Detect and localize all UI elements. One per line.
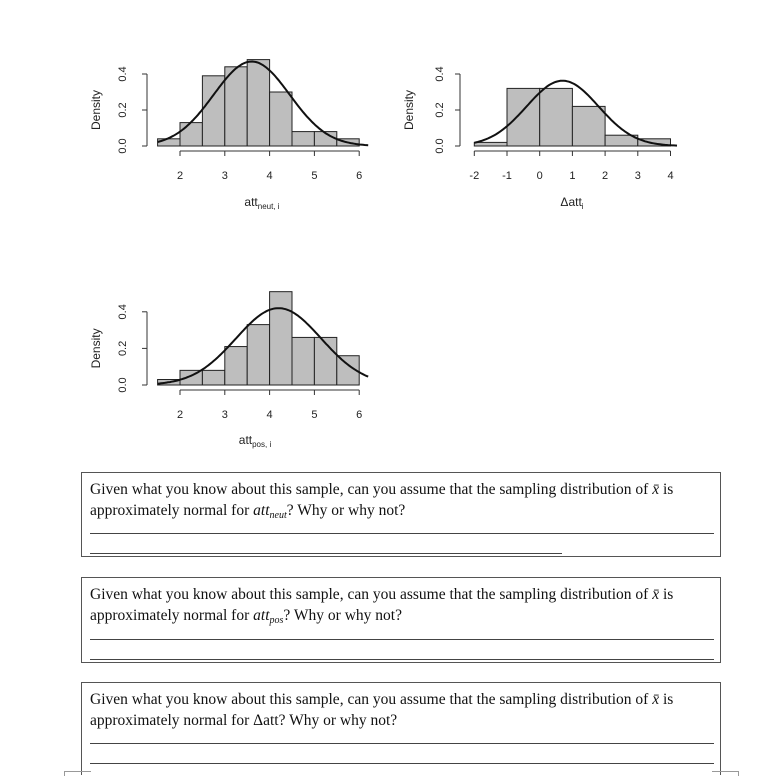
page-edge-left [64, 771, 91, 776]
x-tick-label: 6 [356, 409, 363, 421]
histogram-bar [247, 325, 269, 385]
x-axis-label: att$_{neut, i}$ [244, 195, 280, 211]
x-tick-label: 5 [311, 170, 318, 182]
variable-name: att [253, 607, 270, 624]
x-tick-label: 2 [176, 170, 184, 182]
x-tick-label: 2 [176, 409, 184, 421]
answer-line[interactable] [90, 659, 714, 660]
question-line2-end: ? Why or why not? [278, 712, 398, 729]
question-line2-start: approximately normal for [90, 712, 250, 729]
question-line2-end: ? Why or why not? [286, 502, 406, 519]
histogram-bar [292, 132, 314, 146]
question-line2-end: ? Why or why not? [283, 607, 402, 624]
question-line1-end: is [663, 691, 674, 708]
histogram-bar [474, 142, 507, 146]
x-axis-label: att$_{pos, i}$ [238, 433, 272, 449]
histogram-bar [540, 88, 573, 146]
y-tick-label: 0.4 [117, 304, 129, 320]
x-tick-label: -2 [469, 170, 480, 182]
answer-line[interactable] [90, 553, 562, 554]
x-tick-label: -1 [502, 170, 512, 182]
y-axis-label: Density [89, 328, 103, 369]
histogram-bar [158, 139, 180, 146]
x-tick-label: 4 [266, 409, 273, 421]
y-axis-label: Density [402, 89, 416, 131]
x-tick-label: 3 [221, 170, 228, 182]
question-line1-end: is [663, 481, 674, 498]
xbar-symbol: x̄ [652, 586, 660, 603]
x-tick-label: 2 [602, 170, 609, 182]
histogram-bar [225, 347, 247, 385]
xbar-symbol: x̄ [652, 481, 660, 498]
y-tick-label: 0.4 [117, 66, 129, 82]
histogram-bar [202, 370, 224, 385]
question-text-neut [90, 479, 712, 526]
y-tick-label: 0.2 [117, 102, 129, 118]
question-text-pos [90, 584, 712, 631]
question-line1: Given what you know about this sample, can you assume that the sampling distribution of [90, 586, 649, 603]
histogram-bar [292, 337, 314, 385]
histogram-bar [247, 60, 269, 146]
question-box-neut [81, 472, 721, 557]
xbar-symbol: x̄ [652, 691, 660, 708]
y-tick-label: 0.4 [434, 66, 446, 82]
variable-name: att [253, 502, 270, 519]
question-line2-start: approximately normal for [90, 502, 250, 519]
question-line2-start: approximately normal for [90, 607, 250, 624]
y-tick-label: 0.2 [434, 102, 446, 118]
histogram-neut [89, 60, 368, 211]
question-line1-end: is [663, 586, 674, 603]
variable-subscript: pos [269, 615, 284, 626]
histogram-bar [202, 76, 224, 146]
question-text-delta [90, 689, 712, 736]
y-axis-label: Density [89, 89, 103, 131]
y-tick-label: 0.2 [117, 340, 129, 357]
variable-name: Δatt [253, 712, 279, 729]
y-tick-label: 0.0 [434, 138, 446, 154]
question-box-pos [81, 577, 721, 663]
x-tick-label: 4 [667, 170, 674, 182]
answer-line[interactable] [90, 533, 714, 534]
x-tick-label: 1 [569, 170, 576, 182]
answer-line[interactable] [90, 743, 714, 744]
x-tick-label: 6 [356, 170, 363, 182]
histogram-bar [180, 123, 202, 146]
histogram-bar [225, 67, 247, 146]
x-tick-label: 4 [266, 170, 273, 182]
x-tick-label: 3 [634, 170, 641, 182]
page-edge-right [712, 771, 739, 776]
histogram-bar [572, 106, 605, 146]
histogram-bar [270, 292, 292, 385]
x-axis-label: Δatt$_i$ [560, 195, 584, 211]
question-box-delta [81, 682, 721, 775]
variable-subscript: neut [269, 510, 287, 521]
y-tick-label: 0.0 [117, 138, 129, 154]
histogram-pos [89, 292, 368, 449]
answer-line[interactable] [90, 763, 714, 764]
answer-line[interactable] [90, 639, 714, 640]
x-tick-label: 0 [536, 170, 543, 182]
question-line1: Given what you know about this sample, can you assume that the sampling distribution of [90, 691, 649, 708]
x-tick-label: 3 [221, 409, 228, 421]
y-tick-label: 0.0 [117, 377, 129, 393]
x-tick-label: 5 [311, 409, 318, 421]
histogram-bar [270, 92, 292, 146]
histogram-delta [402, 66, 677, 211]
question-line1: Given what you know about this sample, can you assume that the sampling distribution of [90, 481, 649, 498]
